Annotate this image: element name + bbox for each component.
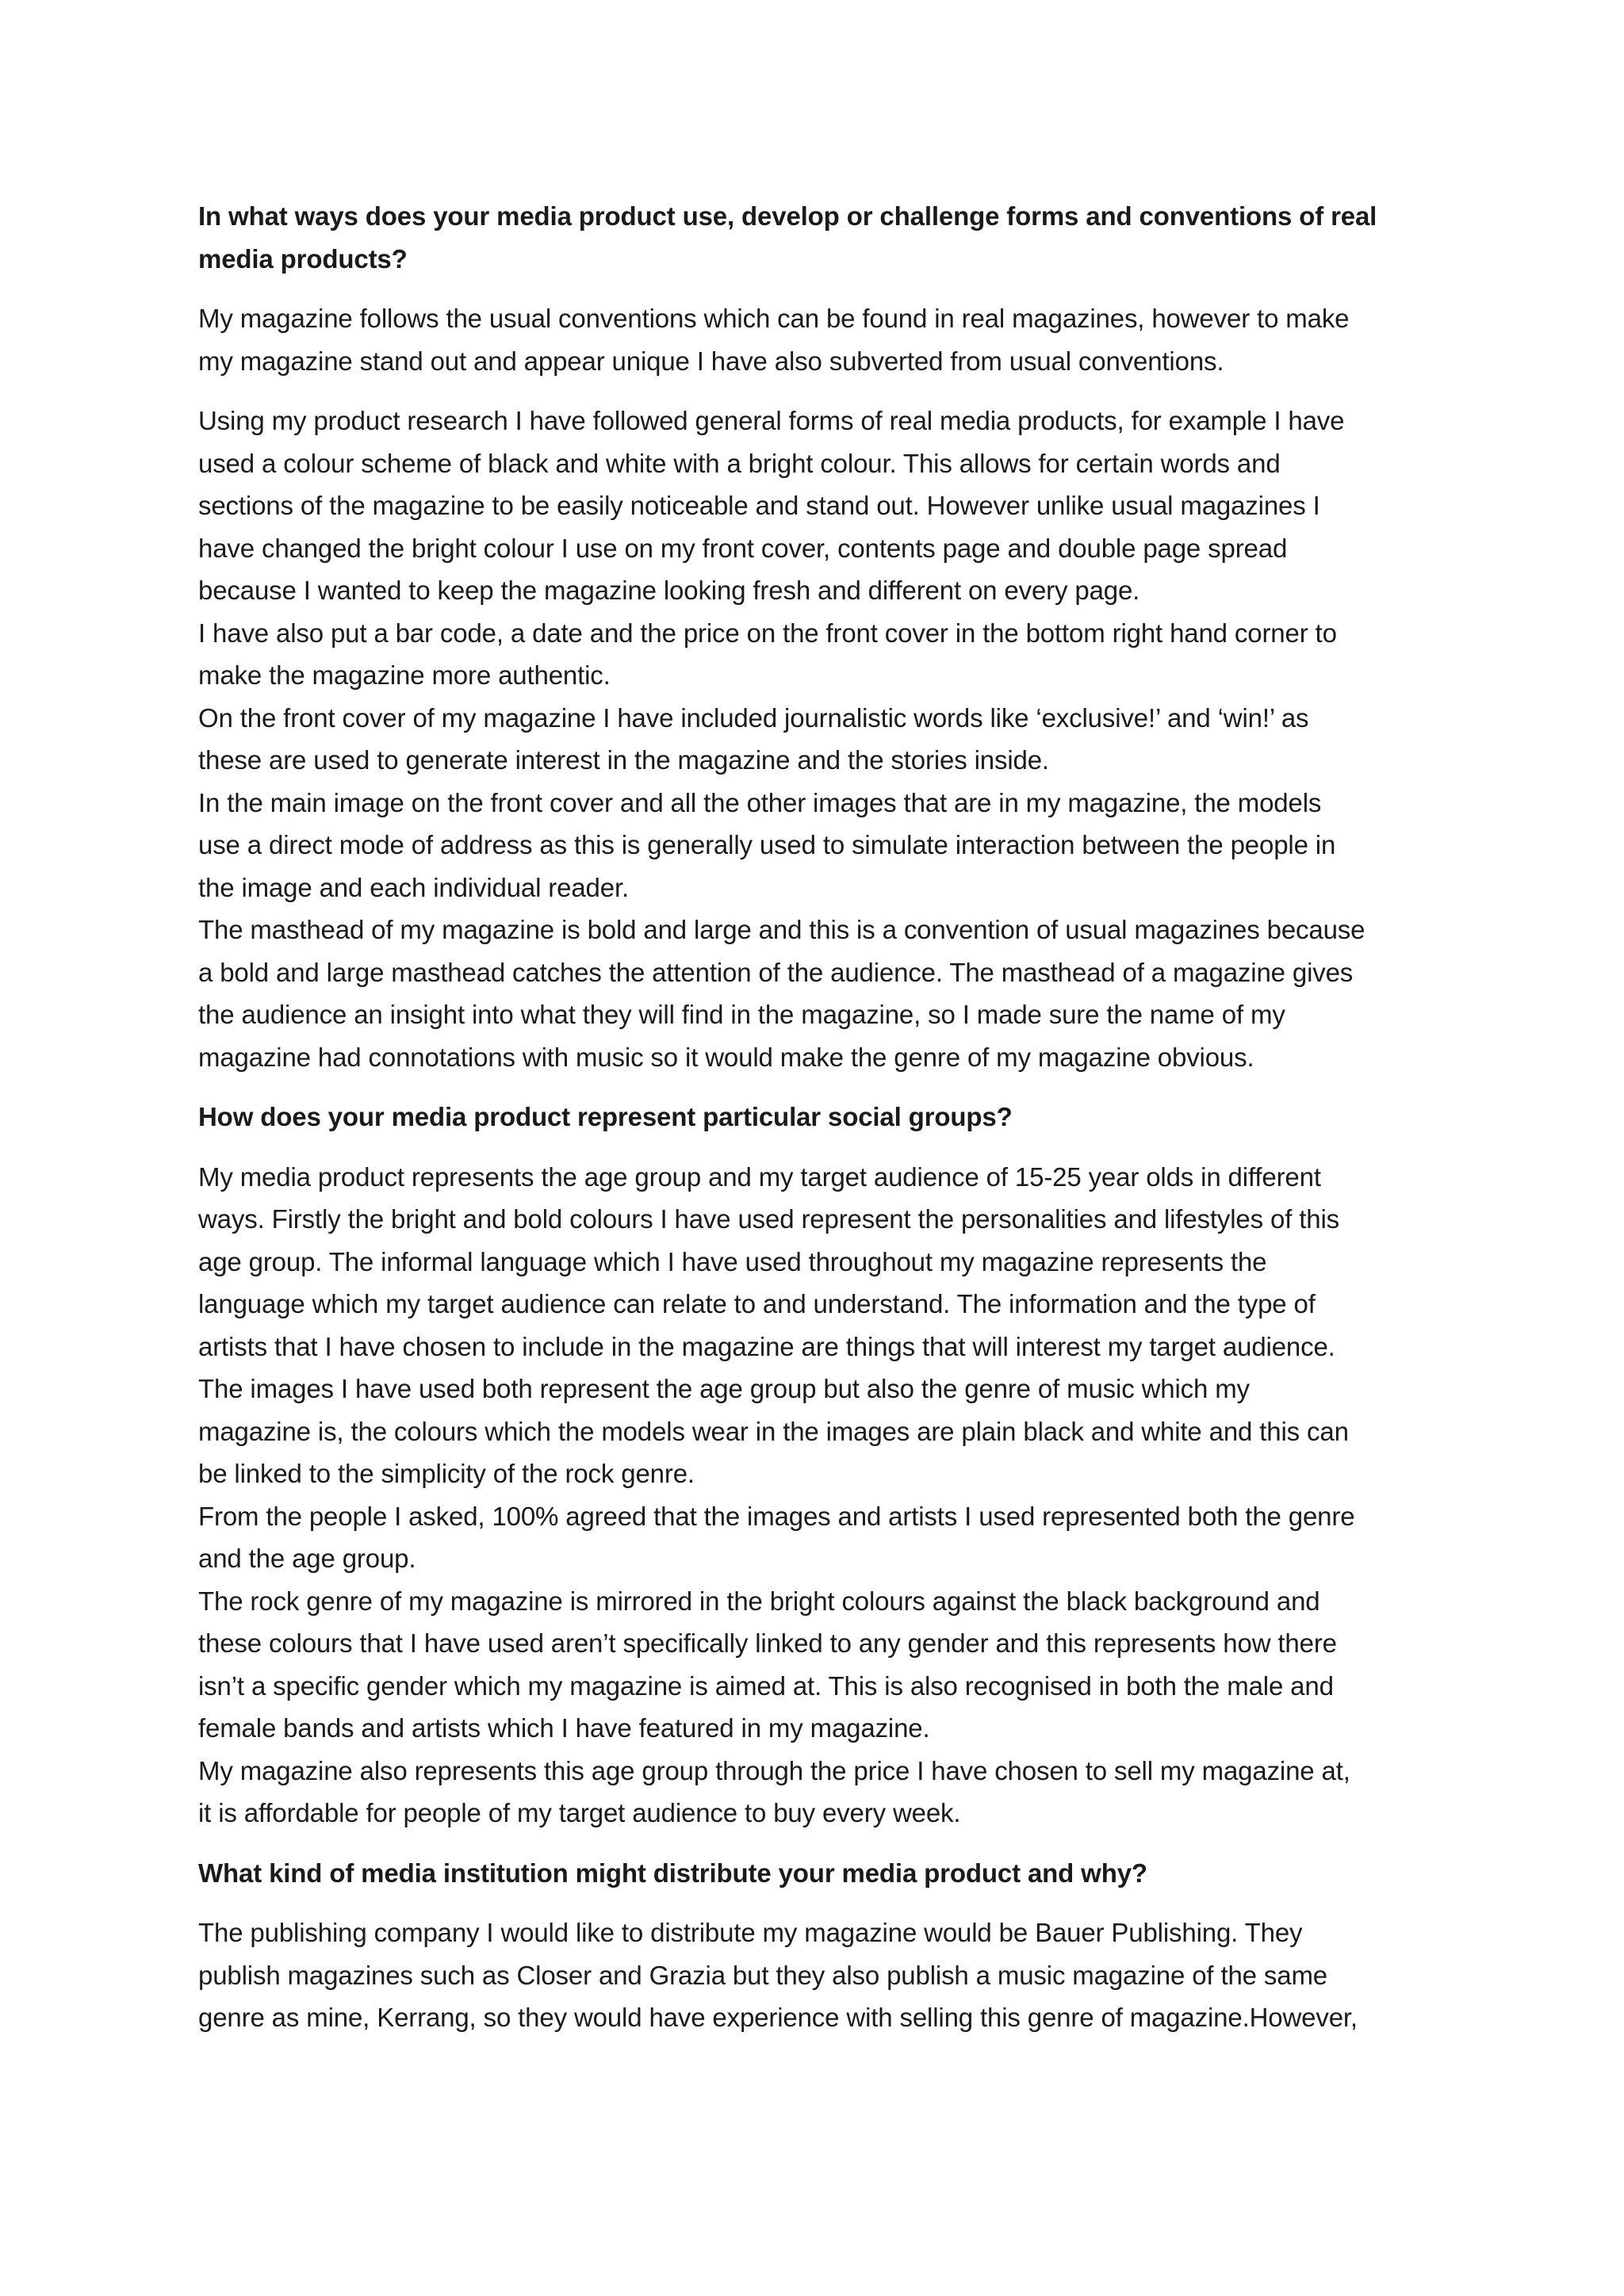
section-heading-social-groups [198, 1096, 1451, 1138]
heading-line: What kind of media institution might distribute your media product and why? [198, 1858, 1147, 1888]
text-line: magazine had connotations with music so it would make the genre of my magazine obvious. [198, 1042, 1254, 1072]
text-line: magazine is, the colours which the models wear in the images are plain black and white and this can [198, 1416, 1349, 1446]
text-line: From the people I asked, 100% agreed that the images and artists I used represented both the genre [198, 1501, 1355, 1531]
text-line: have changed the bright colour I use on my front cover, contents page and double page spread [198, 533, 1288, 563]
text-line: language which my target audience can relate to and understand. The information and the type of [198, 1289, 1316, 1318]
text-line: sections of the magazine to be easily noticeable and stand out. However unlike usual magazines I [198, 491, 1320, 520]
text-line: it is affordable for people of my target audience to buy every week. [198, 1798, 961, 1827]
text-line: age group. The informal language which I have used throughout my magazine represents the [198, 1246, 1267, 1276]
text-line: ways. Firstly the bright and bold colours I have used represent the personalities and lifestyles of this [198, 1204, 1339, 1234]
text-line: The masthead of my magazine is bold and large and this is a convention of usual magazines because [198, 915, 1365, 944]
document-body [198, 195, 1451, 2057]
text-line: because I wanted to keep the magazine looking fresh and different on every page. [198, 576, 1140, 605]
paragraph [198, 1156, 1451, 1835]
text-line: used a colour scheme of black and white with a bright colour. This allows for certain words and [198, 448, 1281, 478]
text-line: a bold and large masthead catches the attention of the audience. The masthead of a magazine gives [198, 957, 1354, 987]
section-heading-conventions [198, 195, 1451, 280]
heading-line: In what ways does your media product use, develop or challenge forms and conventions of real [198, 201, 1377, 231]
text-line: and the age group. [198, 1544, 416, 1573]
text-line: On the front cover of my magazine I have included journalistic words like ‘exclusive!’ and ‘win!’ as [198, 702, 1309, 733]
text-line: be linked to the simplicity of the rock genre. [198, 1459, 695, 1488]
text-line: artists that I have chosen to include in the magazine are things that will interest my target audience. [198, 1331, 1335, 1361]
section-heading-media-institution [198, 1852, 1451, 1895]
text-line: In the main image on the front cover and all the other images that are in my magazine, the models [198, 787, 1322, 817]
text-line: my magazine stand out and appear unique I have also subverted from usual conventions. [198, 346, 1224, 376]
paragraph [198, 1911, 1451, 2039]
text-line: publish magazines such as Closer and Grazia but they also publish a music magazine of the same [198, 1960, 1327, 1990]
text-line: My media product represents the age group and my target audience of 15-25 year olds in different [198, 1161, 1321, 1192]
paragraph [198, 400, 1451, 1078]
text-line: the image and each individual reader. [198, 872, 629, 902]
text-line: these are used to generate interest in the magazine and the stories inside. [198, 745, 1049, 775]
paragraph [198, 297, 1451, 382]
text-line: female bands and artists which I have featured in my magazine. [198, 1713, 930, 1743]
text-line: The publishing company I would like to distribute my magazine would be Bauer Publishing. They [198, 1918, 1303, 1947]
text-line: I have also put a bar code, a date and the price on the front cover in the bottom right hand corner to [198, 618, 1337, 648]
text-line: Using my product research I have followed general forms of real media products, for example I have [198, 406, 1345, 435]
text-line: genre as mine, Kerrang, so they would have experience with selling this genre of magazine.However, [198, 2003, 1358, 2032]
text-line: The images I have used both represent the age group but also the genre of music which my [198, 1374, 1250, 1403]
heading-line: How does your media product represent particular social groups? [198, 1102, 1013, 1131]
text-line: these colours that I have used aren’t specifically linked to any gender and this represents how there [198, 1628, 1337, 1658]
text-line: The rock genre of my magazine is mirrored in the bright colours against the black background and [198, 1586, 1320, 1616]
text-line: use a direct mode of address as this is generally used to simulate interaction between the people in [198, 830, 1336, 859]
text-line: the audience an insight into what they will find in the magazine, so I made sure the name of my [198, 1000, 1285, 1029]
text-line: My magazine also represents this age group through the price I have chosen to sell my magazine at, [198, 1755, 1350, 1785]
text-line: My magazine follows the usual conventions which can be found in real magazines, however to make [198, 304, 1350, 333]
heading-line: media products? [198, 243, 408, 274]
text-line: isn’t a specific gender which my magazine is aimed at. This is also recognised in both the male and [198, 1670, 1334, 1701]
text-line: make the magazine more authentic. [198, 660, 611, 690]
